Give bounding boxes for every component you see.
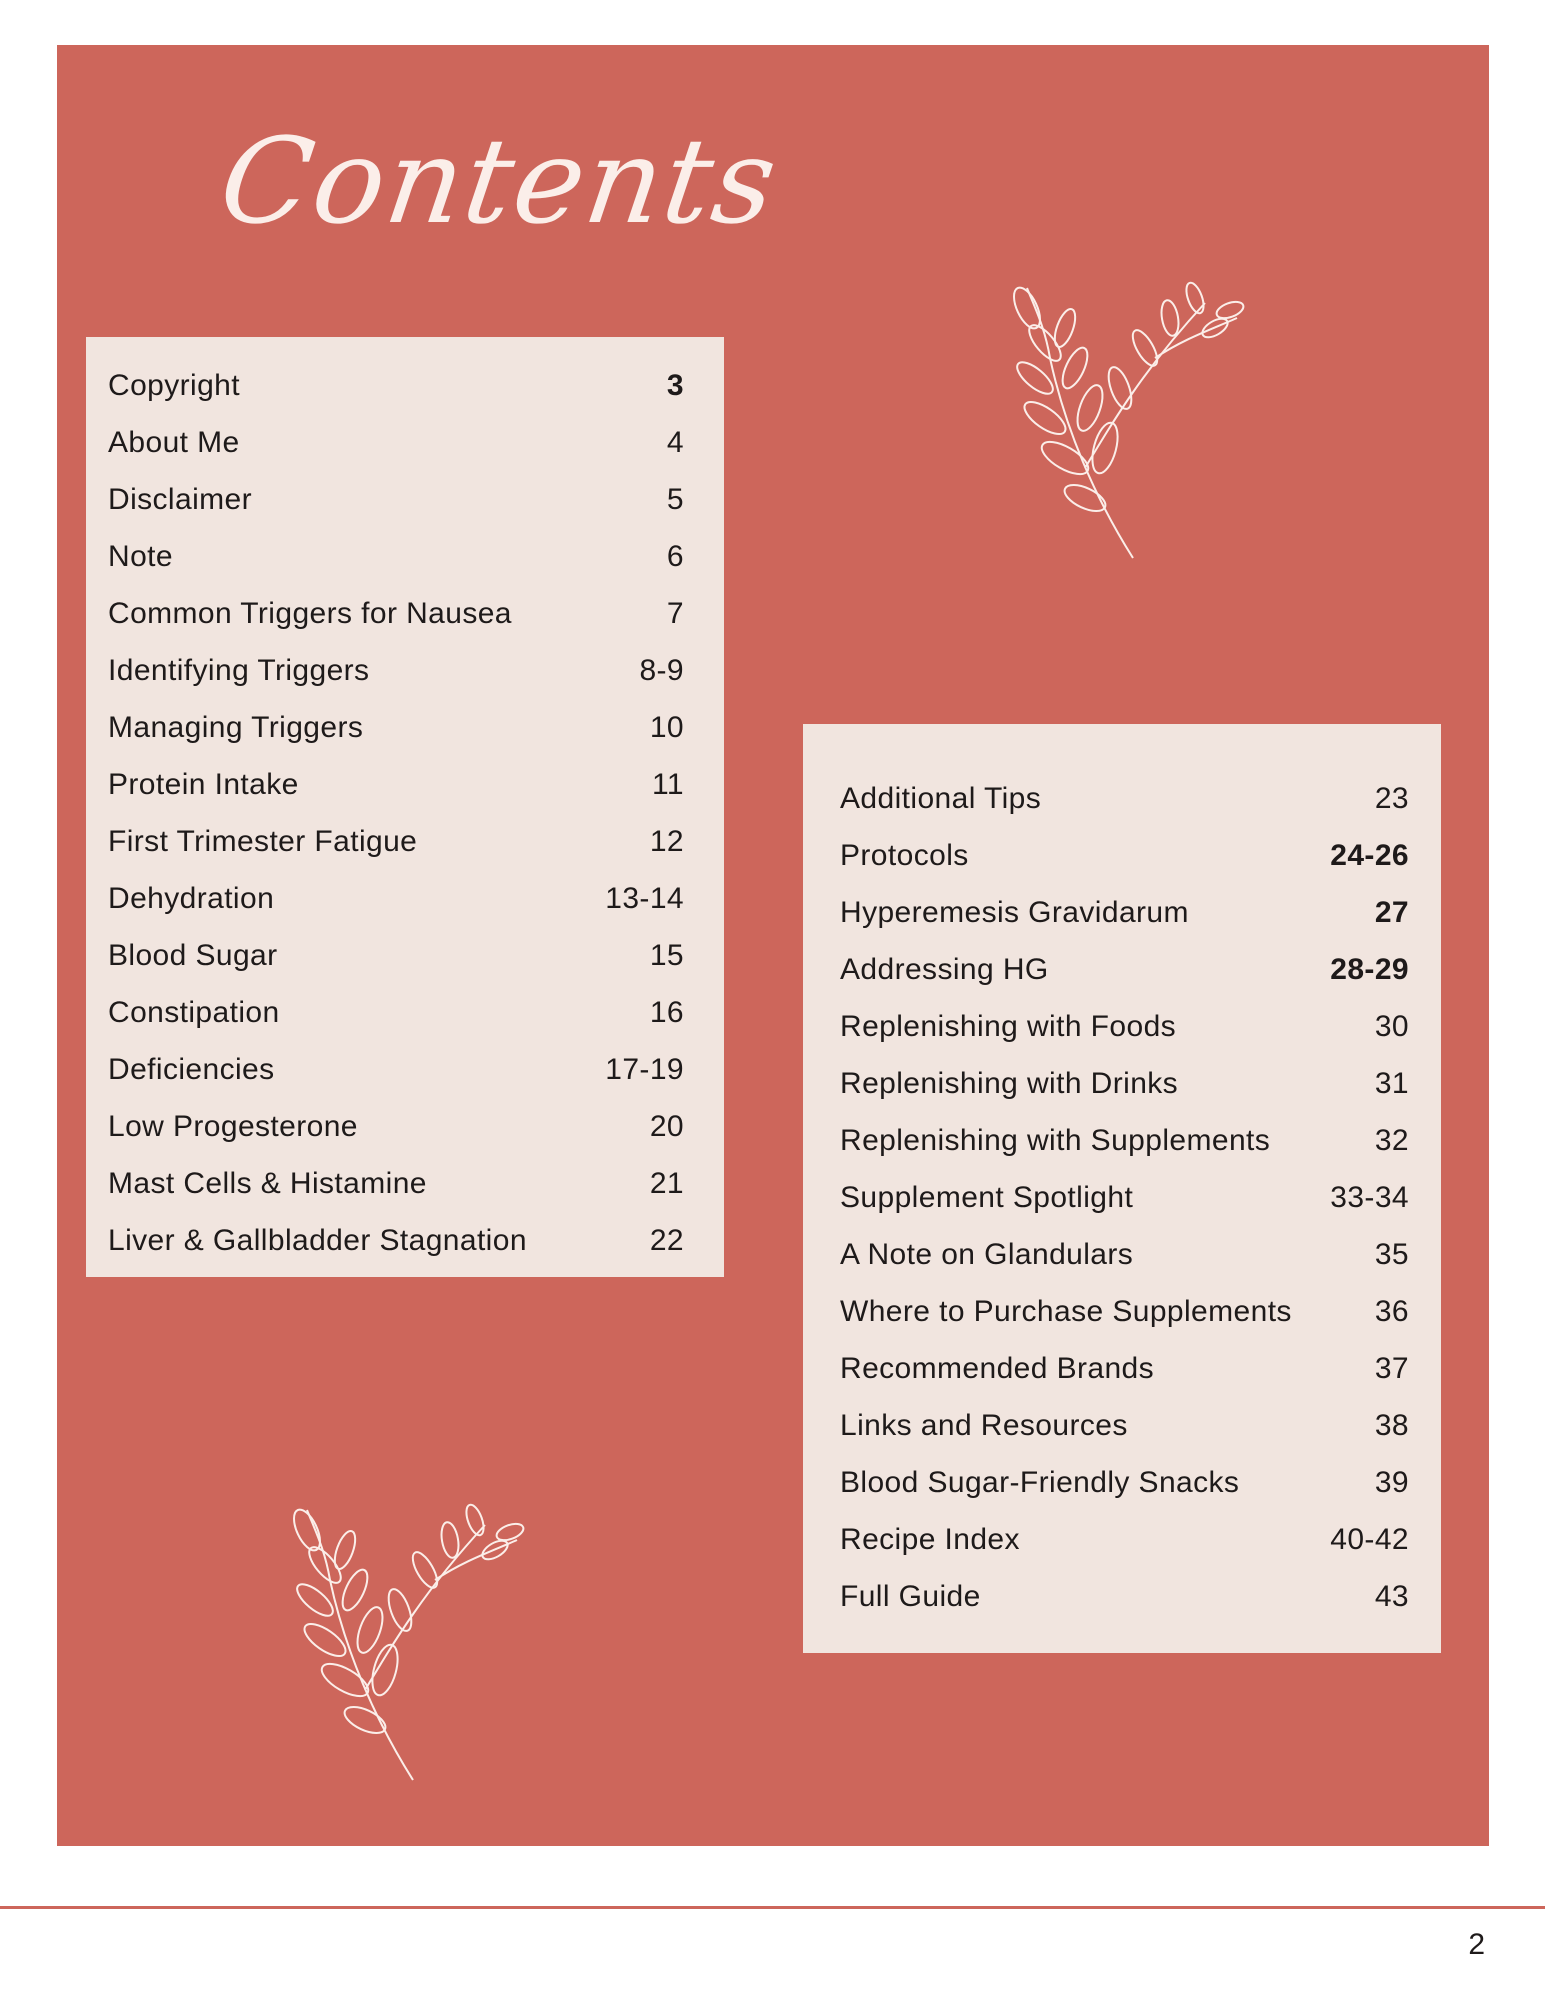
toc-entry-title: Constipation [108,995,280,1029]
toc-entry-title: Blood Sugar-Friendly Snacks [840,1465,1240,1499]
toc-entry-page: 5 [666,482,684,516]
toc-entry-page: 11 [652,767,684,801]
toc-entry-page: 3 [666,368,684,402]
toc-entry-title: Disclaimer [108,482,253,516]
toc-entry-title: Common Triggers for Nausea [108,596,512,630]
toc-entry-title: Additional Tips [840,781,1042,815]
toc-entry-page: 27 [1374,895,1409,929]
toc-entry[interactable] [108,528,684,585]
toc-entry[interactable] [840,1340,1409,1397]
toc-entry-page: 15 [649,938,684,972]
toc-entry[interactable] [108,813,684,870]
page-title: Contents [212,112,787,250]
toc-entry-title: Protocols [840,838,969,872]
toc-entry[interactable] [108,699,684,756]
toc-entry[interactable] [840,1397,1409,1454]
toc-entry-page: 31 [1374,1066,1409,1100]
toc-entry-title: Recipe Index [840,1522,1020,1556]
toc-entry[interactable] [840,1112,1409,1169]
leaf-sprig-icon [1005,268,1245,563]
toc-entry-page: 20 [649,1109,684,1143]
toc-entry-page: 30 [1374,1009,1409,1043]
toc-entry-title: First Trimester Fatigue [108,824,418,858]
toc-entry[interactable] [108,585,684,642]
footer-divider [0,1906,1545,1909]
toc-entry[interactable] [108,1098,684,1155]
toc-entry[interactable] [840,1283,1409,1340]
toc-entry-title: Replenishing with Foods [840,1009,1177,1043]
toc-entry[interactable] [108,414,684,471]
toc-entry-title: Replenishing with Drinks [840,1066,1179,1100]
toc-list-left [86,337,724,1277]
toc-entry-page: 36 [1374,1294,1409,1328]
toc-entry[interactable] [840,941,1409,998]
toc-entry-title: Hyperemesis Gravidarum [840,895,1189,929]
toc-entry[interactable] [108,1155,684,1212]
toc-entry-title: A Note on Glandulars [840,1237,1134,1271]
toc-entry-title: Managing Triggers [108,710,364,744]
toc-entry-page: 7 [666,596,684,630]
toc-entry[interactable] [840,884,1409,941]
toc-entry-title: Protein Intake [108,767,299,801]
toc-entry-page: 8-9 [639,653,684,687]
toc-entry-page: 35 [1374,1237,1409,1271]
toc-entry[interactable] [108,870,684,927]
toc-entry[interactable] [108,357,684,414]
toc-entry-page: 43 [1374,1579,1409,1613]
toc-entry-title: Replenishing with Supplements [840,1123,1271,1157]
toc-entry-page: 40-42 [1330,1522,1409,1556]
toc-entry[interactable] [840,770,1409,827]
toc-entry[interactable] [108,471,684,528]
toc-entry-page: 39 [1374,1465,1409,1499]
toc-entry[interactable] [108,642,684,699]
toc-entry-title: Supplement Spotlight [840,1180,1134,1214]
toc-list-right [803,724,1441,1653]
toc-entry-title: About Me [108,425,240,459]
toc-entry[interactable] [840,1055,1409,1112]
toc-entry-title: Dehydration [108,881,275,915]
toc-entry[interactable] [840,827,1409,884]
page-number: 2 [1468,1928,1485,1961]
toc-entry[interactable] [108,1041,684,1098]
toc-entry-page: 32 [1374,1123,1409,1157]
toc-entry-page: 38 [1374,1408,1409,1442]
toc-entry-page: 17-19 [605,1052,684,1086]
toc-entry[interactable] [840,1169,1409,1226]
toc-entry[interactable] [108,984,684,1041]
toc-entry-page: 28-29 [1330,952,1409,986]
toc-entry[interactable] [108,1212,684,1269]
toc-entry-page: 23 [1374,781,1409,815]
toc-entry-page: 21 [649,1166,684,1200]
toc-entry-title: Where to Purchase Supplements [840,1294,1292,1328]
toc-entry-title: Recommended Brands [840,1351,1155,1385]
toc-entry-title: Blood Sugar [108,938,278,972]
toc-entry-page: 37 [1374,1351,1409,1385]
toc-entry-page: 24-26 [1330,838,1409,872]
toc-entry[interactable] [840,998,1409,1055]
toc-entry-page: 16 [649,995,684,1029]
toc-entry[interactable] [840,1511,1409,1568]
toc-entry-title: Liver & Gallbladder Stagnation [108,1223,527,1257]
toc-entry-page: 22 [649,1223,684,1257]
toc-entry-title: Links and Resources [840,1408,1128,1442]
toc-entry[interactable] [108,756,684,813]
toc-entry-title: Addressing HG [840,952,1049,986]
toc-entry-title: Identifying Triggers [108,653,370,687]
toc-entry-title: Mast Cells & Histamine [108,1166,427,1200]
toc-entry-title: Full Guide [840,1579,981,1613]
toc-entry-page: 6 [666,539,684,573]
toc-entry-title: Deficiencies [108,1052,275,1086]
toc-entry[interactable] [840,1454,1409,1511]
toc-entry-title: Note [108,539,173,573]
toc-entry-page: 4 [666,425,684,459]
toc-entry[interactable] [840,1226,1409,1283]
toc-entry-page: 10 [649,710,684,744]
leaf-sprig-icon [285,1490,525,1785]
toc-entry-page: 33-34 [1330,1180,1409,1214]
toc-entry-page: 12 [649,824,684,858]
toc-entry[interactable] [108,927,684,984]
toc-entry-title: Low Progesterone [108,1109,358,1143]
toc-entry-page: 13-14 [605,881,684,915]
toc-entry-title: Copyright [108,368,240,402]
toc-entry[interactable] [840,1568,1409,1625]
